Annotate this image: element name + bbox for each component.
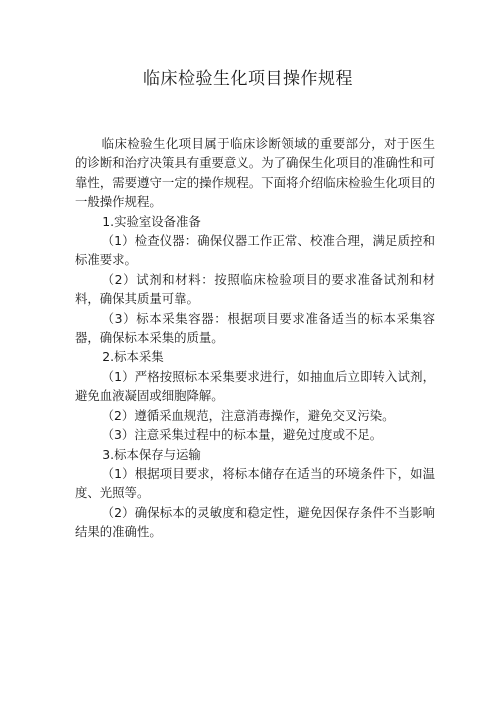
document-title: 临床检验生化项目操作规程 (143, 69, 353, 89)
section-item: （1）检查仪器：确保仪器工作正常、校准合理，满足质控和标准要求。 (75, 233, 435, 268)
section-heading: 3.标本保存与运输 (102, 446, 201, 462)
section-item: （2）遵循采血规范，注意消毒操作，避免交叉污染。 (101, 407, 395, 423)
section-item: （3）标本采集容器：根据项目要求准备适当的标本采集容器，确保标本采集的质量。 (75, 310, 435, 346)
intro-paragraph: 临床检验生化项目属于临床诊断领域的重要部分，对于医生的诊断和治疗决策具有重要意义。为了确保生化项目的准确性和可靠性，需要遵守一定的操作规程。下面将介绍临床检验生化项目的一般操作规程。 (75, 136, 435, 210)
section-item: （2）试剂和材料：按照临床检验项目的要求准备试剂和材料，确保其质量可靠。 (75, 271, 435, 307)
section-item: （3）注意采集过程中的标本量，避免过度或不足。 (101, 427, 383, 443)
section-heading: 1.实验室设备准备 (102, 213, 201, 229)
section-item: （2）确保标本的灵敏度和稳定性，避免因保存条件不当影响结果的准确性。 (75, 504, 435, 540)
document-body (75, 134, 435, 542)
section-heading: 2.标本采集 (102, 349, 164, 365)
section-item: （1）严格按照标本采集要求进行，如抽血后立即转入试剂，避免血液凝固或细胞降解。 (75, 368, 435, 404)
section-item: （1）根据项目要求，将标本储存在适当的环境条件下，如温度、光照等。 (75, 465, 435, 501)
